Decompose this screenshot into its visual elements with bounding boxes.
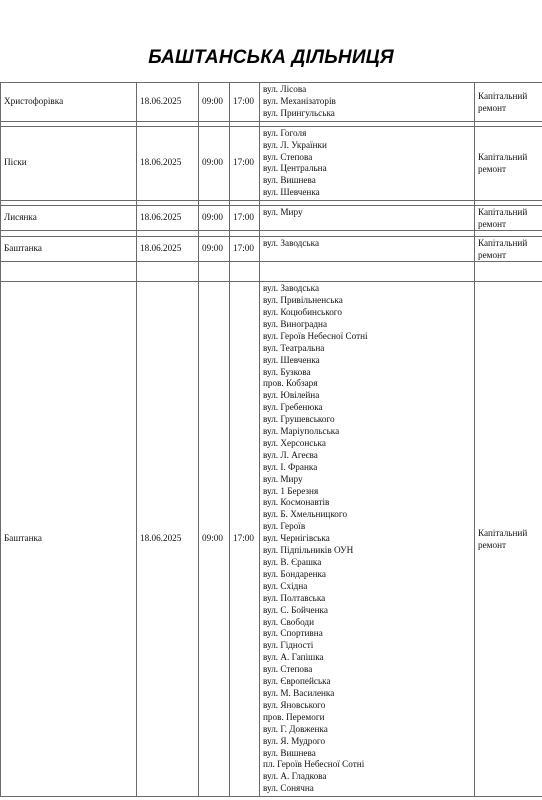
gap-cell — [475, 262, 542, 282]
street-item: вул. Гідності — [263, 640, 314, 651]
end-time-cell: 17:00 — [230, 126, 260, 200]
schedule-row — [1, 237, 542, 262]
work-type-cell: Капітальний ремонт — [475, 237, 542, 262]
date-cell: 18.06.2025 — [137, 237, 199, 262]
page-title: БАШТАНСЬКА ДІЛЬНИЦЯ — [148, 47, 394, 68]
street-item: вул. Бондаренка — [263, 568, 326, 579]
schedule-row — [1, 282, 542, 797]
street-item: вул. В. Єрашка — [263, 557, 322, 567]
street-item: вул. Вишнева — [263, 175, 316, 186]
street-item: вул. Шевченка — [263, 354, 320, 365]
schedule-row — [1, 126, 542, 200]
schedule-row — [1, 83, 542, 122]
street-item: вул. Маріупольська — [263, 426, 340, 437]
work-type-cell: Капітальний ремонт — [475, 282, 542, 797]
date-cell: 18.06.2025 — [137, 126, 199, 200]
street-item: вул. Лісова — [263, 84, 307, 94]
street-item: вул. Чернігівська — [263, 533, 330, 544]
street-item: вул. А. Гапішка — [263, 652, 324, 663]
street-item: вул. Грушевського — [263, 414, 335, 425]
street-item: пров. Кобзаря — [263, 378, 318, 389]
street-item: вул. Центральна — [263, 163, 327, 174]
street-item: вул. Свободи — [263, 616, 314, 627]
start-time-cell: 09:00 — [199, 126, 230, 200]
street-item: вул. Яновського — [263, 699, 326, 710]
date-cell: 18.06.2025 — [137, 206, 199, 231]
street-item: вул. Шевченка — [263, 187, 320, 198]
gap-cell — [137, 262, 199, 282]
street-item: вул. Привільненська — [263, 295, 343, 306]
street-item: вул. Прингульська — [263, 107, 335, 118]
settlement-cell: Баштанка — [1, 237, 137, 262]
street-item: вул. Заводська — [263, 283, 320, 294]
street-item: вул. Херсонська — [263, 437, 326, 448]
street-item: вул. Степова — [263, 151, 313, 162]
date-cell: 18.06.2025 — [137, 282, 199, 797]
street-item: вул. Виноградна — [263, 318, 328, 329]
street-item: вул. Миру — [263, 473, 303, 484]
end-time-cell: 17:00 — [230, 83, 260, 122]
street-item: вул. А. Гладкова — [263, 771, 327, 782]
street-item: вул. Степова — [263, 664, 313, 675]
settlement-cell: Лисянка — [1, 206, 137, 231]
streets-cell — [260, 83, 475, 122]
schedule-row — [1, 206, 542, 231]
start-time-cell: 09:00 — [199, 206, 230, 231]
street-item: вул. Б. Хмельницкого — [263, 509, 348, 520]
gap-cell — [199, 262, 230, 282]
street-item: вул. Театральна — [263, 342, 325, 353]
start-time-cell: 09:00 — [199, 237, 230, 262]
end-time-cell: 17:00 — [230, 282, 260, 797]
gap-cell — [1, 262, 137, 282]
street-item: вул. І. Франка — [263, 461, 318, 472]
row-gap — [1, 262, 542, 282]
street-item: вул. Г. Довженка — [263, 723, 328, 734]
street-item: вул. 1 Березня — [263, 485, 319, 496]
street-item: пл. Героїв Небесної Сотні — [263, 759, 365, 770]
street-item: вул. Заводська — [263, 238, 320, 249]
street-item: вул. Космонавтів — [263, 497, 330, 508]
street-item: вул. Підпільників ОУН — [263, 545, 354, 556]
end-time-cell: 17:00 — [230, 206, 260, 231]
streets-cell — [260, 126, 475, 200]
street-item: вул. Бузкова — [263, 366, 311, 377]
street-item: вул. Миру — [263, 207, 303, 218]
street-item: вул. Л. Українки — [263, 139, 327, 150]
start-time-cell: 09:00 — [199, 282, 230, 797]
street-item: вул. Спортивна — [263, 628, 323, 639]
work-type-cell: Капітальний ремонт — [475, 83, 542, 122]
street-item: вул. Полтавська — [263, 592, 326, 603]
end-time-cell: 17:00 — [230, 237, 260, 262]
date-cell: 18.06.2025 — [137, 83, 199, 122]
work-type-cell: Капітальний ремонт — [475, 126, 542, 200]
settlement-cell: Піски — [1, 126, 137, 200]
street-item: вул. Механізаторів — [263, 95, 336, 106]
street-item: вул. Вишнева — [263, 747, 316, 758]
street-item: вул. Я. Мудрого — [263, 735, 326, 746]
street-item: вул. Сонячна — [263, 783, 314, 794]
settlement-cell: Баштанка — [1, 282, 137, 797]
street-item: вул. Героїв Небесної Сотні — [263, 330, 368, 341]
gap-cell — [230, 262, 260, 282]
street-item: вул. Л. Агеєва — [263, 449, 318, 460]
work-type-cell: Капітальний ремонт — [475, 206, 542, 231]
street-item: вул. Європейська — [263, 676, 331, 687]
start-time-cell: 09:00 — [199, 83, 230, 122]
streets-cell — [260, 237, 475, 262]
street-item: вул. Ювілейна — [263, 390, 320, 401]
street-item: пров. Перемоги — [263, 711, 325, 722]
outage-schedule-table — [0, 82, 542, 797]
streets-cell — [260, 206, 475, 231]
settlement-cell: Христофорівка — [1, 83, 137, 122]
street-item: вул. С. Бойченка — [263, 604, 328, 615]
street-item: вул. Гребенюка — [263, 402, 323, 413]
street-item: вул. Східна — [263, 580, 308, 591]
gap-cell — [260, 262, 475, 282]
street-item: вул. Героїв — [263, 521, 306, 532]
streets-cell — [260, 282, 475, 797]
street-item: вул. М. Василенка — [263, 687, 335, 698]
street-item: вул. Гоголя — [263, 127, 307, 138]
street-item: вул. Коцюбинського — [263, 306, 342, 317]
